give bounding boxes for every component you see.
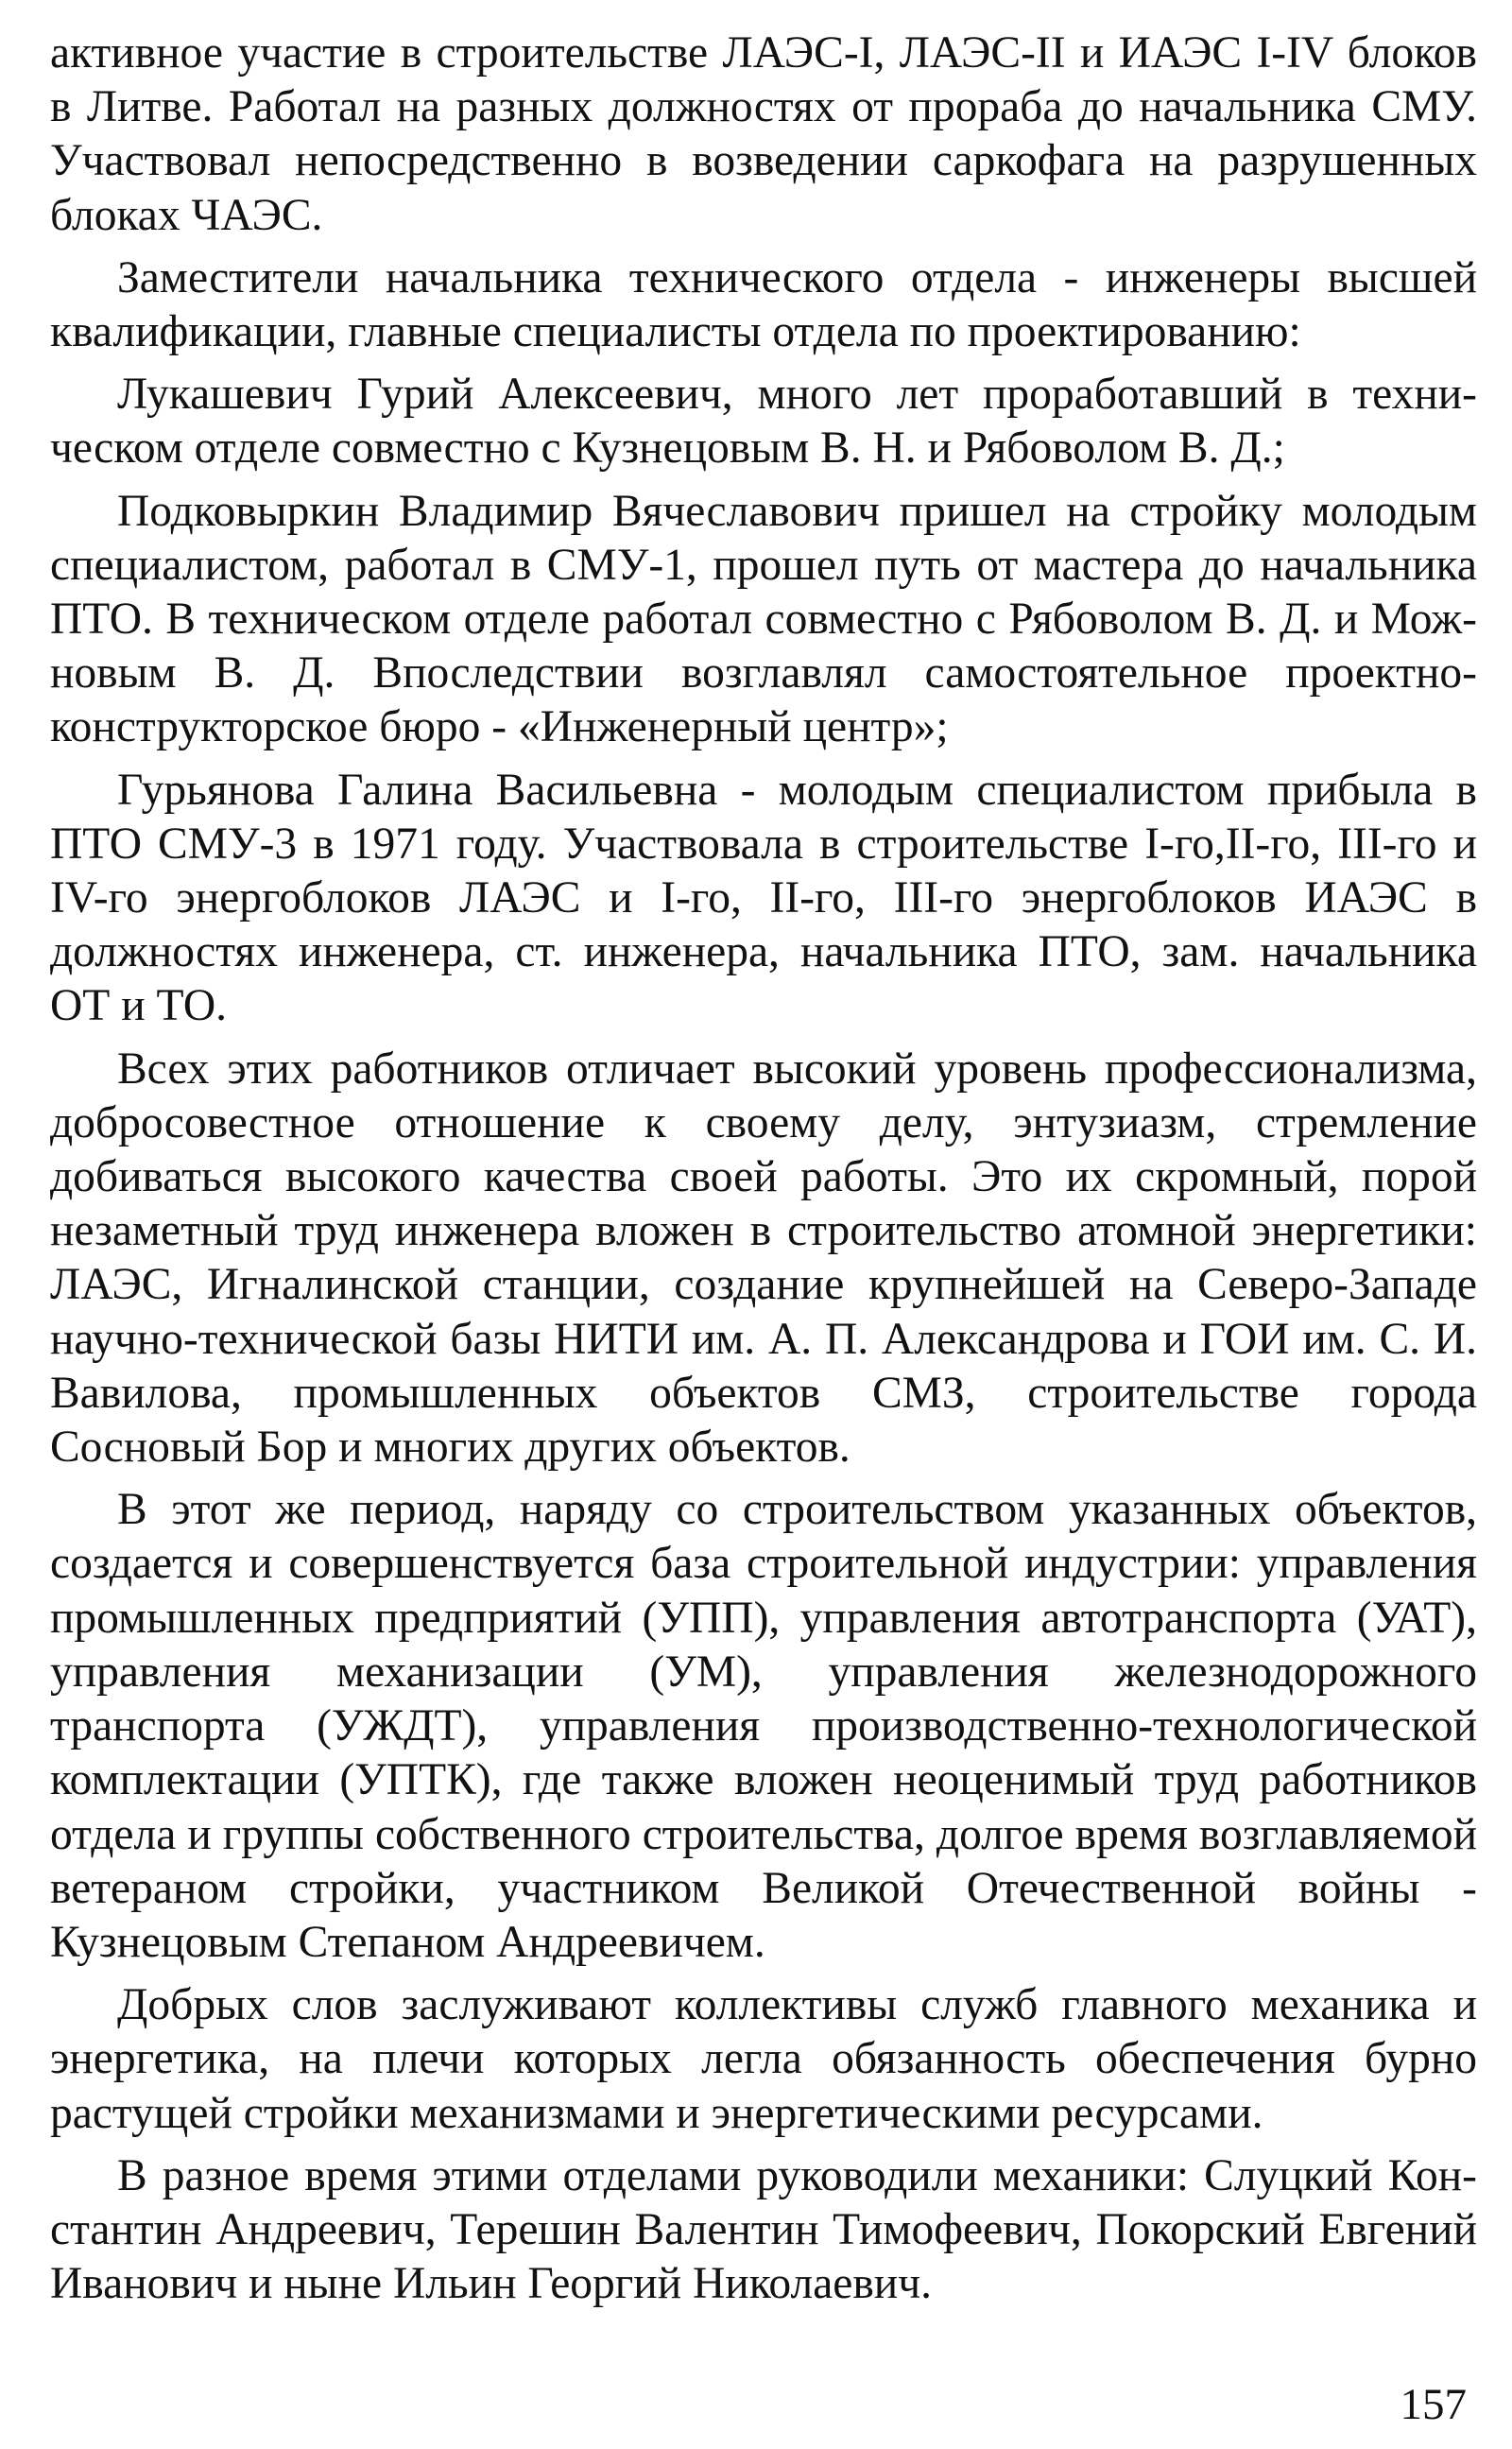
paragraph-guryanova: Гурьянова Галина Васильевна - молодым специалистом прибыла в ПТО СМУ-3 в 1971 году. Участвовала в строительстве I-го,II-го, III-го и IV-го энергоблоков ЛАЭС и I-го, II-го, III-го энергоблоков ИАЭС в должностях инженера, ст. инженера, начальника ПТО, зам. начальника ОТ и ТО.	[50, 765, 1477, 1031]
paragraph-professionalism: Всех этих работников отличает высокий уровень профессионализма, добросовестное отношение к своему делу, энтузиазм, стремление добиваться высокого качества своей работы. Это их скромный, порой незаметный труд инженера вложен в строительство атомной энергетики: ЛАЭС, Игналинской станции, создание крупнейшей на Северо-Западе научно-технической базы НИТИ им. А. П. Александрова и ГОИ им. С. И. Вавилова, промышленных объектов СМЗ, строительстве города Сосновый Бор и многих других объектов.	[50, 1043, 1477, 1473]
page-text	[50, 26, 1477, 2320]
paragraph-mechanics-services: Добрых слов заслуживают коллективы служб главного механика и энергетика, на плечи которых легла обязанность обеспечения бурно растущей стройки механизмами и энергетическими ресурсами.	[50, 1980, 1477, 2138]
page-number: 157	[1400, 2380, 1467, 2429]
paragraph-deputies-intro: Заместители начальника технического отдела - инженеры высшей квалификации, главные специалисты отдела по проектированию:	[50, 252, 1477, 357]
paragraph-podkovyrkin: Подковыркин Владимир Вячеславович пришел на стройку молодым специалистом, работал в СМУ-1, прошел путь от мастера до начальника ПТО. В техническом отделе работал совместно с Рябоволом В. Д. и Можновым В. Д. Впоследствии возглавлял самостоятельное проектно-конструкторское бюро - «Инженерный центр»;	[50, 486, 1477, 752]
paragraph-mechanics-heads: В разное время этими отделами руководили механики: Слуцкий Константин Андреевич, Терешин Валентин Тимофеевич, Покорский Евгений Иванович и ныне Ильин Георгий Николаевич.	[50, 2150, 1477, 2309]
paragraph-lukashevich: Лукашевич Гурий Алексеевич, много лет проработавший в техническом отделе совместно с Кузнецовым В. Н. и Рябоволом В. Д.;	[50, 370, 1477, 474]
paragraph-industry-base: В этот же период, наряду со строительством указанных объектов, создается и совершенствуется база строительной индустрии: управления промышленных предприятий (УПП), управления автотранспорта (УАТ), управления механизации (УМ), управления железнодорожного транспорта (УЖДТ), управления производственно-технологической комплектации (УПТК), где также вложен неоценимый труд работников отдела и группы собственного строительства, долгое время возглавляемой ветераном стройки, участником Великой Отечественной войны - Кузнецовым Степаном Андреевичем.	[50, 1485, 1477, 1967]
paragraph-continuation: активное участие в строительстве ЛАЭС-I, ЛАЭС-II и ИАЭС I-IV блоков в Литве. Работал на разных должностях от прораба до начальника СМУ. Участвовал непосредственно в возведении саркофага на разрушенных блоках ЧАЭС.	[50, 28, 1477, 240]
